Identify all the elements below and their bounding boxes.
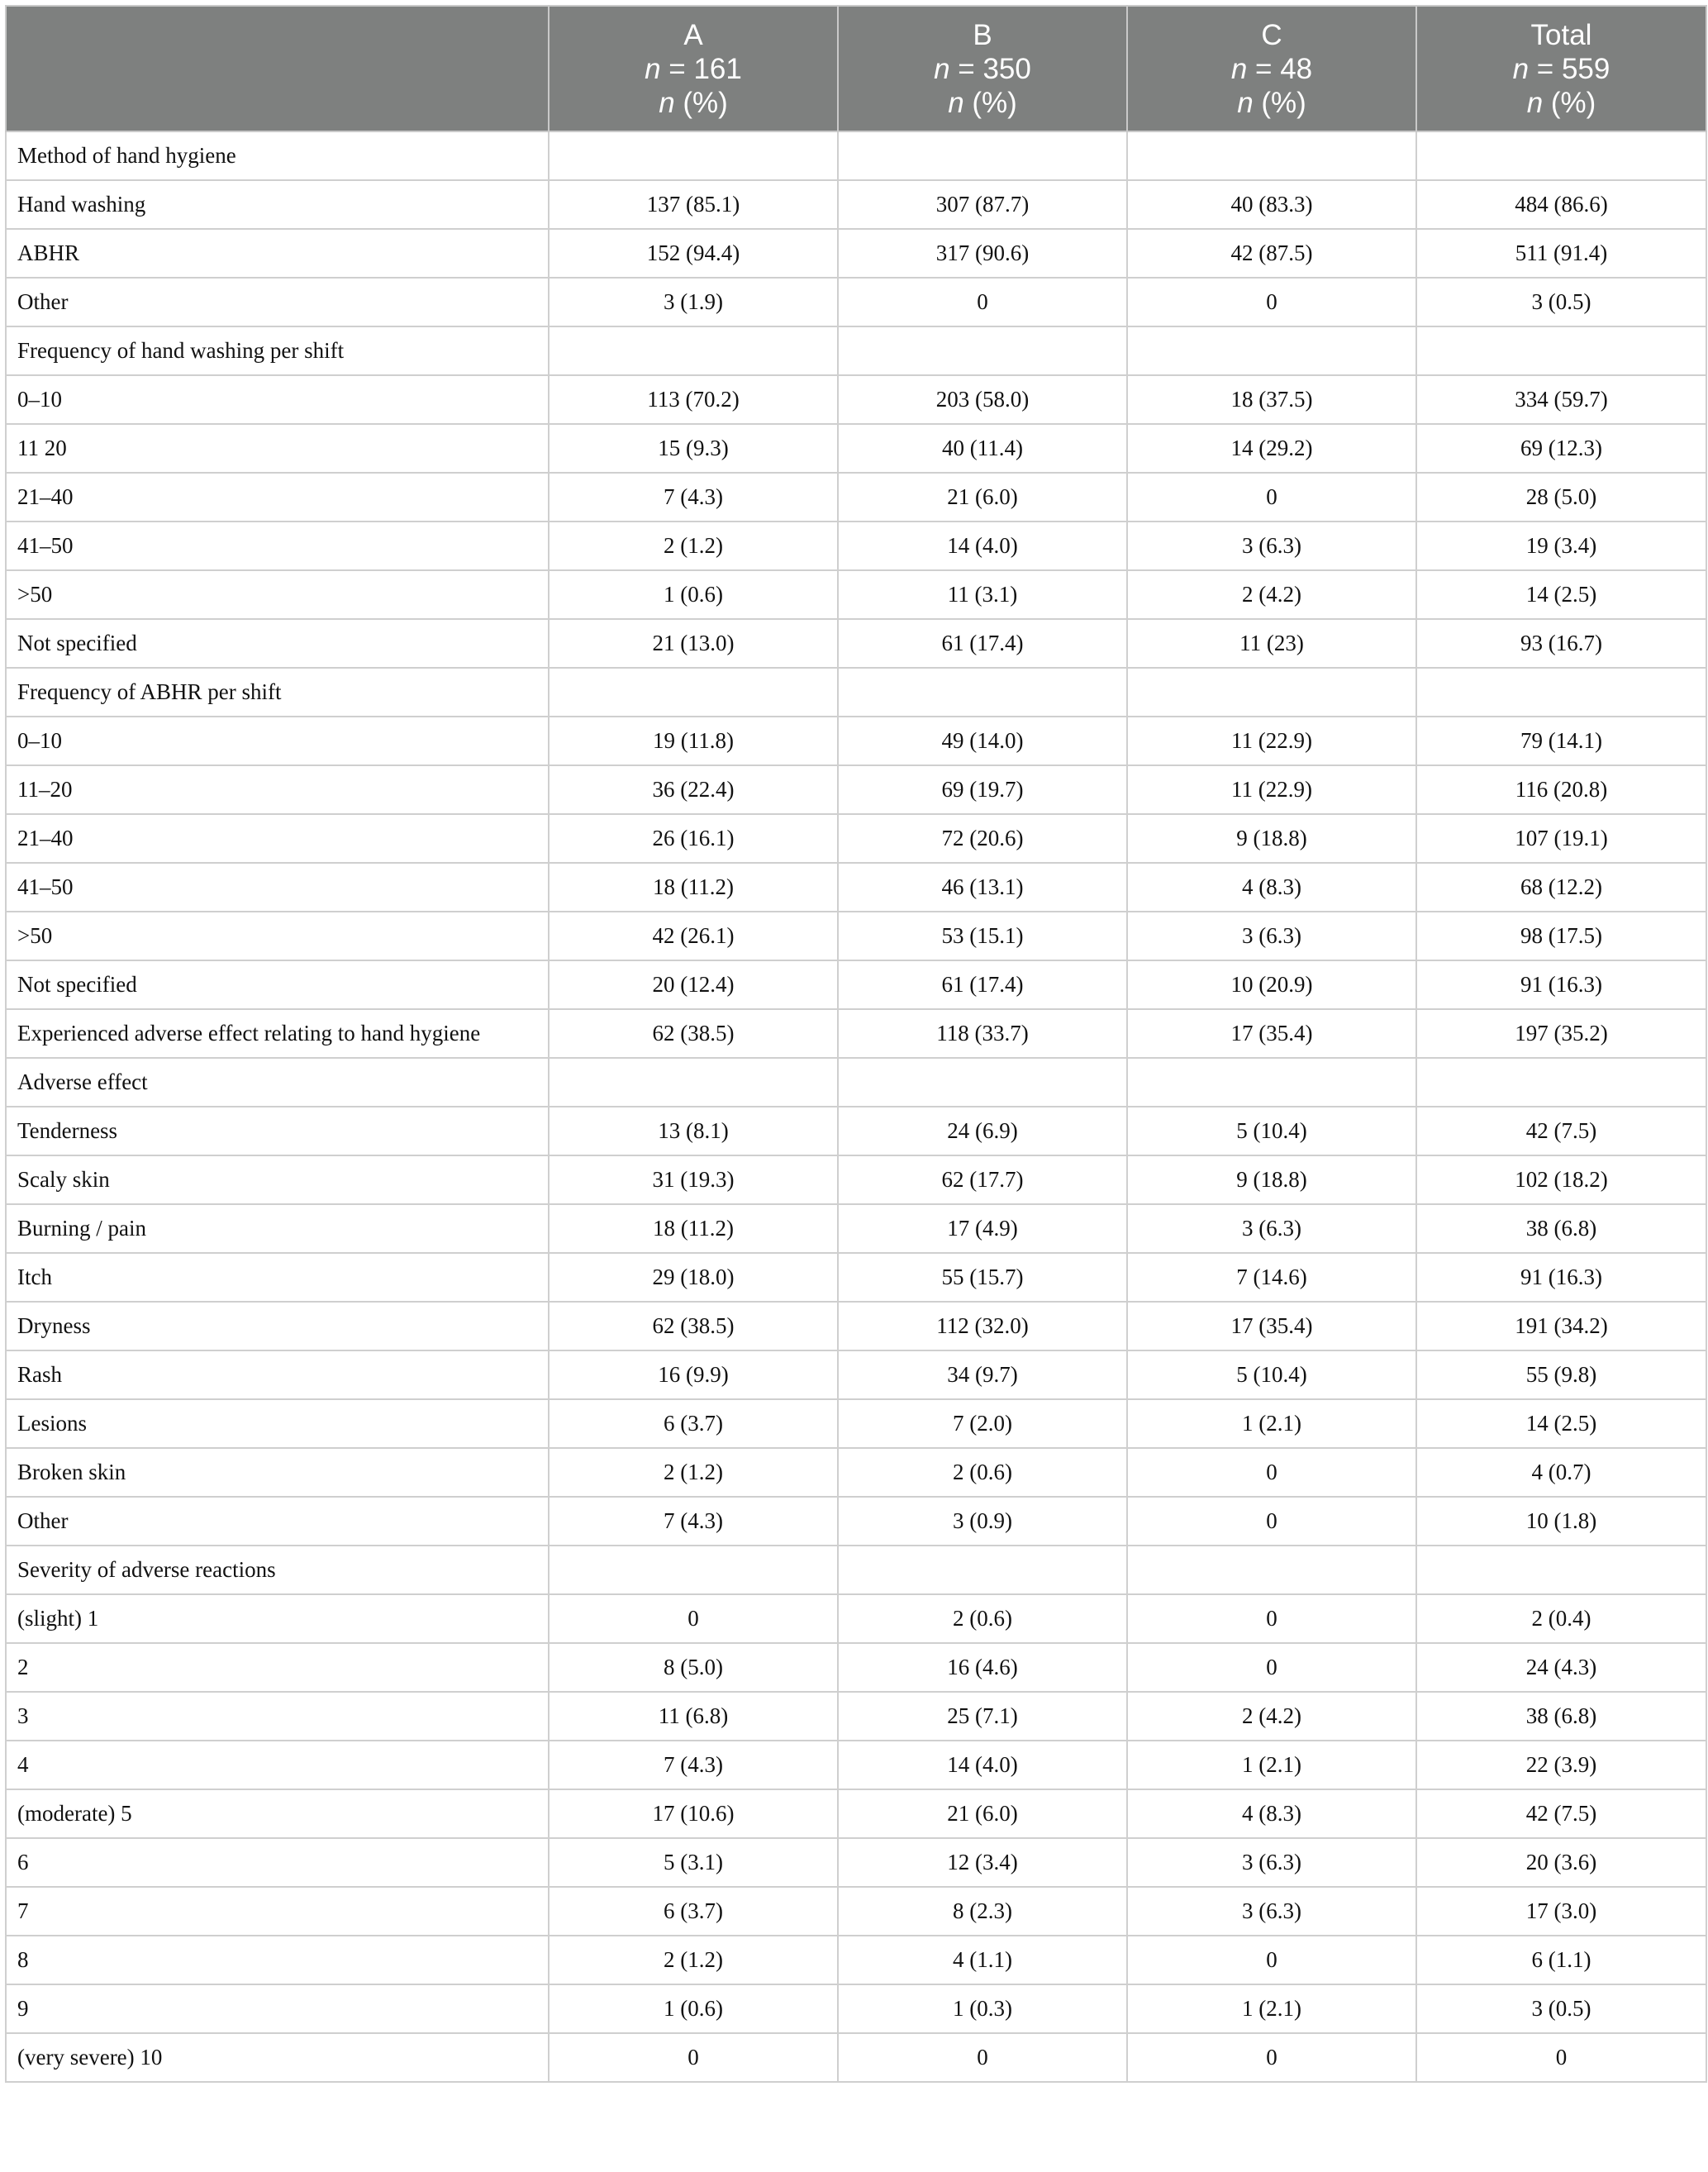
group-a-cell <box>549 668 838 717</box>
row-label-cell: >50 <box>6 912 549 960</box>
group-name: Total <box>1530 18 1592 51</box>
group-b-cell: 203 (58.0) <box>838 375 1127 424</box>
group-b-cell: 40 (11.4) <box>838 424 1127 473</box>
group-unit: n (%) <box>1237 86 1306 119</box>
group-a-cell: 62 (38.5) <box>549 1009 838 1058</box>
total-cell: 91 (16.3) <box>1416 960 1706 1009</box>
table-row <box>6 1155 1706 1204</box>
group-c-cell: 14 (29.2) <box>1127 424 1416 473</box>
group-unit: n (%) <box>948 86 1017 119</box>
group-b-cell: 14 (4.0) <box>838 522 1127 570</box>
group-b-cell <box>838 668 1127 717</box>
group-a-cell: 31 (19.3) <box>549 1155 838 1204</box>
group-name: C <box>1261 18 1282 51</box>
group-a-cell: 21 (13.0) <box>549 619 838 668</box>
table-row <box>6 1204 1706 1253</box>
group-b-cell <box>838 131 1127 180</box>
total-cell: 14 (2.5) <box>1416 1399 1706 1448</box>
row-label-cell: Burning / pain <box>6 1204 549 1253</box>
row-label-cell: (very severe) 10 <box>6 2033 549 2082</box>
group-c-cell: 42 (87.5) <box>1127 229 1416 278</box>
group-c-cell: 5 (10.4) <box>1127 1350 1416 1399</box>
group-c-cell: 0 <box>1127 1497 1416 1546</box>
table-row <box>6 1546 1706 1594</box>
table-row <box>6 960 1706 1009</box>
group-a-cell: 16 (9.9) <box>549 1350 838 1399</box>
total-cell: 79 (14.1) <box>1416 717 1706 765</box>
group-b-cell: 1 (0.3) <box>838 1984 1127 2033</box>
group-a-cell: 42 (26.1) <box>549 912 838 960</box>
group-a-cell: 36 (22.4) <box>549 765 838 814</box>
group-a-cell: 6 (3.7) <box>549 1399 838 1448</box>
group-b-cell: 317 (90.6) <box>838 229 1127 278</box>
table-body <box>6 131 1706 2082</box>
total-cell: 19 (3.4) <box>1416 522 1706 570</box>
group-c-cell: 40 (83.3) <box>1127 180 1416 229</box>
row-label-cell: 3 <box>6 1692 549 1741</box>
group-a-cell: 6 (3.7) <box>549 1887 838 1936</box>
table-row <box>6 2033 1706 2082</box>
total-cell <box>1416 1546 1706 1594</box>
total-cell: 191 (34.2) <box>1416 1302 1706 1350</box>
table-row <box>6 765 1706 814</box>
group-a-cell <box>549 131 838 180</box>
group-b-cell: 25 (7.1) <box>838 1692 1127 1741</box>
group-b-cell: 61 (17.4) <box>838 960 1127 1009</box>
group-b-cell: 0 <box>838 2033 1127 2082</box>
group-a-cell <box>549 326 838 375</box>
total-cell: 3 (0.5) <box>1416 1984 1706 2033</box>
row-label-cell: ABHR <box>6 229 549 278</box>
group-c-cell: 0 <box>1127 1594 1416 1643</box>
table-header <box>6 6 1706 131</box>
group-c-cell: 3 (6.3) <box>1127 1887 1416 1936</box>
table-row <box>6 278 1706 326</box>
table-row <box>6 619 1706 668</box>
table-row <box>6 1984 1706 2033</box>
row-label-cell: Frequency of hand washing per shift <box>6 326 549 375</box>
group-b-cell: 49 (14.0) <box>838 717 1127 765</box>
group-b-cell: 16 (4.6) <box>838 1643 1127 1692</box>
group-c-cell: 3 (6.3) <box>1127 522 1416 570</box>
group-c-cell: 2 (4.2) <box>1127 1692 1416 1741</box>
group-b-cell: 21 (6.0) <box>838 1789 1127 1838</box>
group-sample-size: n = 559 <box>1512 52 1610 85</box>
table-row <box>6 1692 1706 1741</box>
row-label-cell: Other <box>6 278 549 326</box>
group-b-cell: 17 (4.9) <box>838 1204 1127 1253</box>
group-b-cell: 3 (0.9) <box>838 1497 1127 1546</box>
group-a-cell: 137 (85.1) <box>549 180 838 229</box>
group-c-cell <box>1127 668 1416 717</box>
total-cell: 0 <box>1416 2033 1706 2082</box>
group-b-cell <box>838 1546 1127 1594</box>
table-row <box>6 326 1706 375</box>
group-c-cell: 1 (2.1) <box>1127 1399 1416 1448</box>
table-row <box>6 229 1706 278</box>
group-c-cell <box>1127 326 1416 375</box>
row-label-cell: 11 20 <box>6 424 549 473</box>
group-b-cell: 24 (6.9) <box>838 1107 1127 1155</box>
row-label-cell: 21–40 <box>6 473 549 522</box>
row-label-cell: 7 <box>6 1887 549 1936</box>
total-cell: 42 (7.5) <box>1416 1789 1706 1838</box>
row-label-cell: Severity of adverse reactions <box>6 1546 549 1594</box>
table-row <box>6 1107 1706 1155</box>
total-cell: 2 (0.4) <box>1416 1594 1706 1643</box>
table-row <box>6 1594 1706 1643</box>
group-c-cell: 5 (10.4) <box>1127 1107 1416 1155</box>
total-cell <box>1416 131 1706 180</box>
row-label-cell: 21–40 <box>6 814 549 863</box>
group-a-cell: 3 (1.9) <box>549 278 838 326</box>
group-c-cell <box>1127 1058 1416 1107</box>
group-c-cell: 3 (6.3) <box>1127 912 1416 960</box>
group-c-cell: 4 (8.3) <box>1127 863 1416 912</box>
group-a-cell: 62 (38.5) <box>549 1302 838 1350</box>
total-cell: 14 (2.5) <box>1416 570 1706 619</box>
group-c-cell <box>1127 131 1416 180</box>
group-c-cell: 11 (22.9) <box>1127 765 1416 814</box>
total-cell <box>1416 326 1706 375</box>
group-c-cell: 17 (35.4) <box>1127 1302 1416 1350</box>
table-row <box>6 1350 1706 1399</box>
header-row <box>6 6 1706 131</box>
group-b-cell: 46 (13.1) <box>838 863 1127 912</box>
group-c-cell: 3 (6.3) <box>1127 1838 1416 1887</box>
group-b-cell: 307 (87.7) <box>838 180 1127 229</box>
group-b-cell: 61 (17.4) <box>838 619 1127 668</box>
table-row <box>6 1058 1706 1107</box>
total-cell: 55 (9.8) <box>1416 1350 1706 1399</box>
group-sample-size: n = 48 <box>1230 52 1313 85</box>
total-cell: 116 (20.8) <box>1416 765 1706 814</box>
group-c-cell: 9 (18.8) <box>1127 1155 1416 1204</box>
group-c-cell: 4 (8.3) <box>1127 1789 1416 1838</box>
total-cell: 197 (35.2) <box>1416 1009 1706 1058</box>
group-c-cell: 9 (18.8) <box>1127 814 1416 863</box>
total-cell: 511 (91.4) <box>1416 229 1706 278</box>
total-cell: 93 (16.7) <box>1416 619 1706 668</box>
group-c-cell: 0 <box>1127 1643 1416 1692</box>
table-row <box>6 180 1706 229</box>
group-c-cell: 0 <box>1127 1936 1416 1984</box>
row-label-cell: 9 <box>6 1984 549 2033</box>
table-row <box>6 1936 1706 1984</box>
row-label-cell: Dryness <box>6 1302 549 1350</box>
table-row <box>6 1643 1706 1692</box>
table-row <box>6 717 1706 765</box>
total-cell: 22 (3.9) <box>1416 1741 1706 1789</box>
group-unit: n (%) <box>659 86 728 119</box>
group-b-cell: 14 (4.0) <box>838 1741 1127 1789</box>
group-a-cell: 15 (9.3) <box>549 424 838 473</box>
row-label-cell: Other <box>6 1497 549 1546</box>
group-a-cell <box>549 1058 838 1107</box>
group-a-cell: 13 (8.1) <box>549 1107 838 1155</box>
group-c-cell <box>1127 1546 1416 1594</box>
group-a-cell: 0 <box>549 1594 838 1643</box>
group-b-cell: 11 (3.1) <box>838 570 1127 619</box>
header-cell-total <box>1416 6 1706 131</box>
table-row <box>6 1838 1706 1887</box>
table-row <box>6 1302 1706 1350</box>
row-label-cell: Adverse effect <box>6 1058 549 1107</box>
group-a-cell: 18 (11.2) <box>549 863 838 912</box>
group-c-cell: 1 (2.1) <box>1127 1984 1416 2033</box>
results-table <box>5 5 1707 2083</box>
group-a-cell: 11 (6.8) <box>549 1692 838 1741</box>
total-cell: 38 (6.8) <box>1416 1692 1706 1741</box>
table-row <box>6 1741 1706 1789</box>
group-a-cell: 1 (0.6) <box>549 1984 838 2033</box>
group-b-cell: 7 (2.0) <box>838 1399 1127 1448</box>
group-sample-size: n = 350 <box>934 52 1031 85</box>
group-unit: n (%) <box>1526 86 1596 119</box>
row-label-cell: Experienced adverse effect relating to hand hygiene <box>6 1009 549 1058</box>
group-a-cell: 2 (1.2) <box>549 522 838 570</box>
group-name: A <box>683 18 703 51</box>
row-label-cell: >50 <box>6 570 549 619</box>
group-c-cell: 2 (4.2) <box>1127 570 1416 619</box>
total-cell: 10 (1.8) <box>1416 1497 1706 1546</box>
row-label-cell: 0–10 <box>6 375 549 424</box>
table-row <box>6 863 1706 912</box>
group-c-cell: 1 (2.1) <box>1127 1741 1416 1789</box>
row-label-cell: Method of hand hygiene <box>6 131 549 180</box>
row-label-cell: Not specified <box>6 960 549 1009</box>
total-cell: 484 (86.6) <box>1416 180 1706 229</box>
row-label-cell: Broken skin <box>6 1448 549 1497</box>
group-b-cell <box>838 1058 1127 1107</box>
row-label-cell: Frequency of ABHR per shift <box>6 668 549 717</box>
row-label-cell: 8 <box>6 1936 549 1984</box>
row-label-cell: Itch <box>6 1253 549 1302</box>
group-b-cell: 118 (33.7) <box>838 1009 1127 1058</box>
table-row <box>6 473 1706 522</box>
group-a-cell: 2 (1.2) <box>549 1448 838 1497</box>
group-a-cell: 20 (12.4) <box>549 960 838 1009</box>
row-label-cell: (slight) 1 <box>6 1594 549 1643</box>
total-cell: 107 (19.1) <box>1416 814 1706 863</box>
total-cell: 68 (12.2) <box>1416 863 1706 912</box>
group-b-cell: 8 (2.3) <box>838 1887 1127 1936</box>
row-label-cell: Tenderness <box>6 1107 549 1155</box>
group-b-cell: 53 (15.1) <box>838 912 1127 960</box>
row-label-cell: Rash <box>6 1350 549 1399</box>
row-label-cell: 4 <box>6 1741 549 1789</box>
row-label-cell: 11–20 <box>6 765 549 814</box>
header-cell-group-a <box>549 6 838 131</box>
group-c-cell: 7 (14.6) <box>1127 1253 1416 1302</box>
total-cell <box>1416 668 1706 717</box>
row-label-cell: Not specified <box>6 619 549 668</box>
table-row <box>6 1789 1706 1838</box>
group-c-cell: 0 <box>1127 1448 1416 1497</box>
total-cell: 102 (18.2) <box>1416 1155 1706 1204</box>
total-cell: 91 (16.3) <box>1416 1253 1706 1302</box>
total-cell: 98 (17.5) <box>1416 912 1706 960</box>
group-b-cell: 62 (17.7) <box>838 1155 1127 1204</box>
row-label-cell: Hand washing <box>6 180 549 229</box>
group-a-cell: 152 (94.4) <box>549 229 838 278</box>
total-cell: 17 (3.0) <box>1416 1887 1706 1936</box>
group-c-cell: 0 <box>1127 473 1416 522</box>
header-cell-group-b <box>838 6 1127 131</box>
group-b-cell: 72 (20.6) <box>838 814 1127 863</box>
group-b-cell: 21 (6.0) <box>838 473 1127 522</box>
group-name: B <box>973 18 992 51</box>
table-row <box>6 375 1706 424</box>
group-b-cell: 112 (32.0) <box>838 1302 1127 1350</box>
total-cell: 28 (5.0) <box>1416 473 1706 522</box>
total-cell: 4 (0.7) <box>1416 1448 1706 1497</box>
row-label-cell: 0–10 <box>6 717 549 765</box>
total-cell: 42 (7.5) <box>1416 1107 1706 1155</box>
group-c-cell: 0 <box>1127 278 1416 326</box>
group-a-cell: 8 (5.0) <box>549 1643 838 1692</box>
total-cell: 38 (6.8) <box>1416 1204 1706 1253</box>
total-cell: 3 (0.5) <box>1416 278 1706 326</box>
row-label-cell: Scaly skin <box>6 1155 549 1204</box>
group-b-cell: 69 (19.7) <box>838 765 1127 814</box>
group-c-cell: 0 <box>1127 2033 1416 2082</box>
group-a-cell: 19 (11.8) <box>549 717 838 765</box>
table-row <box>6 1497 1706 1546</box>
group-sample-size: n = 161 <box>645 52 742 85</box>
table-row <box>6 522 1706 570</box>
total-cell: 20 (3.6) <box>1416 1838 1706 1887</box>
total-cell: 69 (12.3) <box>1416 424 1706 473</box>
group-b-cell: 12 (3.4) <box>838 1838 1127 1887</box>
table-row <box>6 1399 1706 1448</box>
row-label-cell: Lesions <box>6 1399 549 1448</box>
group-c-cell: 11 (23) <box>1127 619 1416 668</box>
group-b-cell: 4 (1.1) <box>838 1936 1127 1984</box>
row-label-cell: 41–50 <box>6 863 549 912</box>
row-label-cell: 6 <box>6 1838 549 1887</box>
total-cell: 6 (1.1) <box>1416 1936 1706 1984</box>
group-c-cell: 11 (22.9) <box>1127 717 1416 765</box>
group-a-cell <box>549 1546 838 1594</box>
group-b-cell: 55 (15.7) <box>838 1253 1127 1302</box>
table-row <box>6 1253 1706 1302</box>
group-c-cell: 18 (37.5) <box>1127 375 1416 424</box>
table-row <box>6 1887 1706 1936</box>
group-b-cell: 0 <box>838 278 1127 326</box>
group-b-cell: 34 (9.7) <box>838 1350 1127 1399</box>
table-row <box>6 912 1706 960</box>
header-cell-group-c <box>1127 6 1416 131</box>
group-a-cell: 7 (4.3) <box>549 1741 838 1789</box>
group-a-cell: 1 (0.6) <box>549 570 838 619</box>
group-c-cell: 3 (6.3) <box>1127 1204 1416 1253</box>
group-c-cell: 17 (35.4) <box>1127 1009 1416 1058</box>
table-row <box>6 424 1706 473</box>
total-cell <box>1416 1058 1706 1107</box>
group-a-cell: 113 (70.2) <box>549 375 838 424</box>
group-a-cell: 18 (11.2) <box>549 1204 838 1253</box>
group-c-cell: 10 (20.9) <box>1127 960 1416 1009</box>
header-cell-row-label <box>6 6 549 131</box>
group-b-cell: 2 (0.6) <box>838 1594 1127 1643</box>
group-a-cell: 7 (4.3) <box>549 1497 838 1546</box>
table-row <box>6 814 1706 863</box>
group-a-cell: 5 (3.1) <box>549 1838 838 1887</box>
group-a-cell: 17 (10.6) <box>549 1789 838 1838</box>
total-cell: 334 (59.7) <box>1416 375 1706 424</box>
total-cell: 24 (4.3) <box>1416 1643 1706 1692</box>
group-b-cell: 2 (0.6) <box>838 1448 1127 1497</box>
group-a-cell: 29 (18.0) <box>549 1253 838 1302</box>
table-row <box>6 1009 1706 1058</box>
row-label-cell: 41–50 <box>6 522 549 570</box>
group-a-cell: 2 (1.2) <box>549 1936 838 1984</box>
table-row <box>6 1448 1706 1497</box>
group-a-cell: 26 (16.1) <box>549 814 838 863</box>
table-row <box>6 570 1706 619</box>
row-label-cell: 2 <box>6 1643 549 1692</box>
group-b-cell <box>838 326 1127 375</box>
group-a-cell: 7 (4.3) <box>549 473 838 522</box>
group-a-cell: 0 <box>549 2033 838 2082</box>
table-row <box>6 131 1706 180</box>
row-label-cell: (moderate) 5 <box>6 1789 549 1838</box>
table-row <box>6 668 1706 717</box>
